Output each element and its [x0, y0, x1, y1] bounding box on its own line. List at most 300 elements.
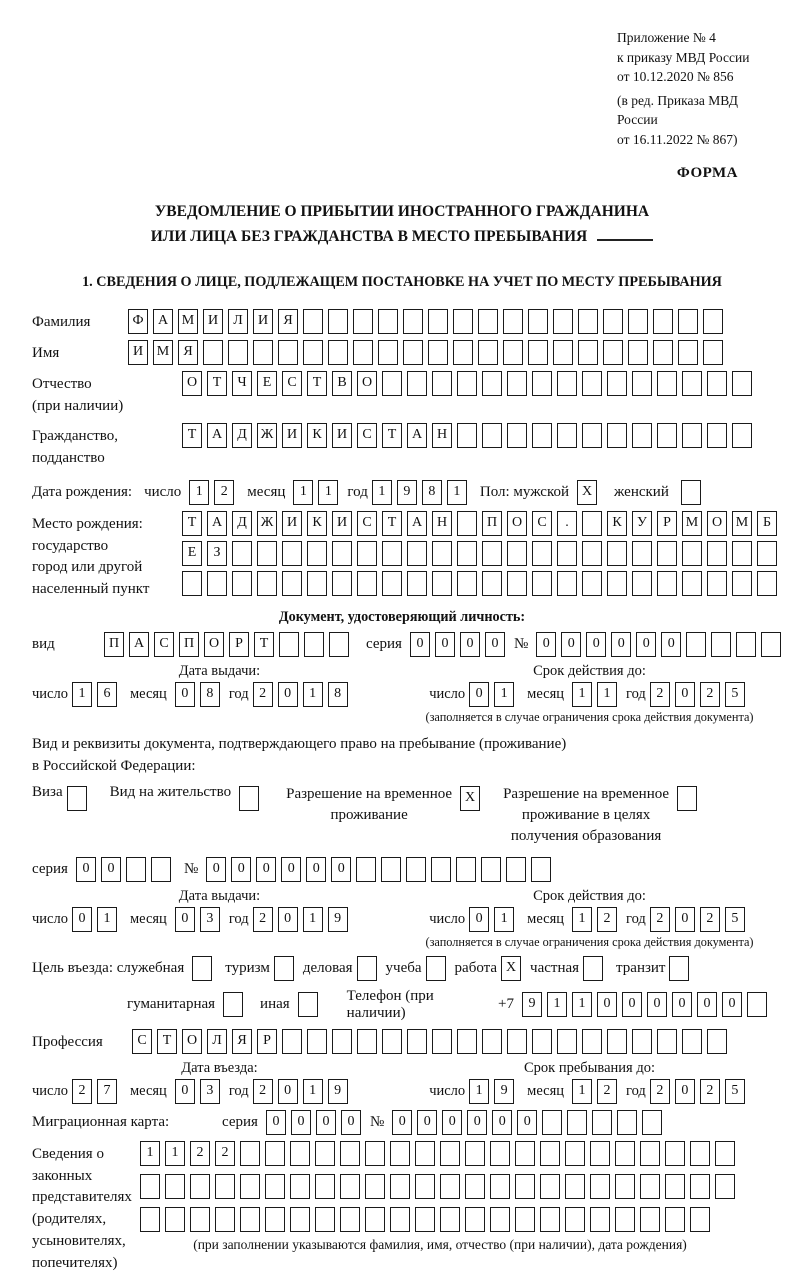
form-cell[interactable]: [582, 423, 602, 448]
form-cell[interactable]: [707, 571, 727, 596]
form-cell[interactable]: [182, 571, 202, 596]
form-cell[interactable]: [682, 371, 702, 396]
form-cell[interactable]: [457, 371, 477, 396]
form-cell[interactable]: [757, 541, 777, 566]
form-cell[interactable]: [478, 309, 498, 334]
form-cell[interactable]: [582, 571, 602, 596]
form-cell[interactable]: [732, 371, 752, 396]
form-cell[interactable]: [378, 340, 398, 365]
form-cell[interactable]: [757, 571, 777, 596]
form-cell[interactable]: О: [182, 1029, 202, 1054]
form-cell[interactable]: 2: [214, 480, 234, 505]
form-cell[interactable]: [707, 1029, 727, 1054]
form-cell[interactable]: [557, 571, 577, 596]
form-cell[interactable]: [207, 571, 227, 596]
form-cell[interactable]: [703, 309, 723, 334]
form-cell[interactable]: [240, 1141, 260, 1166]
form-cell[interactable]: 1: [303, 682, 323, 707]
form-cell[interactable]: [457, 511, 477, 536]
form-cell[interactable]: [228, 340, 248, 365]
form-cell[interactable]: [457, 541, 477, 566]
form-cell[interactable]: 1: [447, 480, 467, 505]
form-cell[interactable]: X: [577, 480, 597, 505]
form-cell[interactable]: И: [203, 309, 223, 334]
form-cell[interactable]: П: [104, 632, 124, 657]
form-cell[interactable]: [507, 423, 527, 448]
form-cell[interactable]: [482, 371, 502, 396]
form-cell[interactable]: [707, 371, 727, 396]
form-cell[interactable]: [457, 571, 477, 596]
form-cell[interactable]: 1: [303, 907, 323, 932]
form-cell[interactable]: [682, 423, 702, 448]
form-cell[interactable]: [357, 956, 377, 981]
form-cell[interactable]: 1: [293, 480, 313, 505]
form-cell[interactable]: 0: [672, 992, 692, 1017]
form-cell[interactable]: 2: [700, 682, 720, 707]
form-cell[interactable]: 1: [72, 682, 92, 707]
form-cell[interactable]: 2: [253, 682, 273, 707]
form-cell[interactable]: 1: [318, 480, 338, 505]
form-cell[interactable]: [329, 632, 349, 657]
form-cell[interactable]: [583, 956, 603, 981]
form-cell[interactable]: [315, 1207, 335, 1232]
form-cell[interactable]: [315, 1174, 335, 1199]
form-cell[interactable]: 0: [636, 632, 656, 657]
form-cell[interactable]: [540, 1174, 560, 1199]
form-cell[interactable]: К: [307, 423, 327, 448]
form-cell[interactable]: [382, 571, 402, 596]
form-cell[interactable]: [747, 992, 767, 1017]
form-cell[interactable]: 6: [97, 682, 117, 707]
form-cell[interactable]: [407, 571, 427, 596]
form-cell[interactable]: Р: [657, 511, 677, 536]
form-cell[interactable]: [682, 541, 702, 566]
form-cell[interactable]: А: [129, 632, 149, 657]
form-cell[interactable]: [232, 571, 252, 596]
form-cell[interactable]: Т: [157, 1029, 177, 1054]
form-cell[interactable]: [736, 632, 756, 657]
form-cell[interactable]: С: [132, 1029, 152, 1054]
form-cell[interactable]: М: [682, 511, 702, 536]
form-cell[interactable]: [390, 1141, 410, 1166]
form-cell[interactable]: [682, 1029, 702, 1054]
form-cell[interactable]: [426, 956, 446, 981]
form-cell[interactable]: [490, 1207, 510, 1232]
form-cell[interactable]: [282, 1029, 302, 1054]
form-cell[interactable]: А: [407, 423, 427, 448]
form-cell[interactable]: [431, 857, 451, 882]
form-cell[interactable]: 1: [494, 907, 514, 932]
form-cell[interactable]: [456, 857, 476, 882]
form-cell[interactable]: О: [357, 371, 377, 396]
form-cell[interactable]: [290, 1207, 310, 1232]
form-cell[interactable]: 2: [650, 1079, 670, 1104]
form-cell[interactable]: [282, 571, 302, 596]
form-cell[interactable]: 1: [597, 682, 617, 707]
form-cell[interactable]: [407, 541, 427, 566]
form-cell[interactable]: 0: [266, 1110, 286, 1135]
form-cell[interactable]: [415, 1141, 435, 1166]
form-cell[interactable]: [578, 309, 598, 334]
form-cell[interactable]: [240, 1174, 260, 1199]
form-cell[interactable]: [432, 371, 452, 396]
form-cell[interactable]: [407, 371, 427, 396]
form-cell[interactable]: 0: [469, 907, 489, 932]
form-cell[interactable]: [453, 340, 473, 365]
form-cell[interactable]: [482, 423, 502, 448]
form-cell[interactable]: [578, 340, 598, 365]
form-cell[interactable]: С: [282, 371, 302, 396]
form-cell[interactable]: И: [282, 423, 302, 448]
form-cell[interactable]: И: [332, 511, 352, 536]
form-cell[interactable]: 0: [675, 907, 695, 932]
form-cell[interactable]: [165, 1174, 185, 1199]
form-cell[interactable]: [365, 1174, 385, 1199]
form-cell[interactable]: [690, 1174, 710, 1199]
form-cell[interactable]: 0: [661, 632, 681, 657]
form-cell[interactable]: [707, 541, 727, 566]
form-cell[interactable]: X: [501, 956, 521, 981]
form-cell[interactable]: [298, 992, 318, 1017]
form-cell[interactable]: У: [632, 511, 652, 536]
form-cell[interactable]: 9: [328, 1079, 348, 1104]
form-cell[interactable]: А: [407, 511, 427, 536]
form-cell[interactable]: 0: [278, 682, 298, 707]
form-cell[interactable]: Д: [232, 511, 252, 536]
form-cell[interactable]: [390, 1174, 410, 1199]
form-cell[interactable]: [565, 1141, 585, 1166]
form-cell[interactable]: [282, 541, 302, 566]
form-cell[interactable]: [140, 1207, 160, 1232]
form-cell[interactable]: 7: [97, 1079, 117, 1104]
form-cell[interactable]: 2: [597, 1079, 617, 1104]
form-cell[interactable]: [365, 1207, 385, 1232]
form-cell[interactable]: [390, 1207, 410, 1232]
form-cell[interactable]: С: [154, 632, 174, 657]
form-cell[interactable]: [478, 340, 498, 365]
form-cell[interactable]: [315, 1141, 335, 1166]
form-cell[interactable]: [640, 1207, 660, 1232]
form-cell[interactable]: О: [204, 632, 224, 657]
form-cell[interactable]: Я: [178, 340, 198, 365]
form-cell[interactable]: С: [357, 511, 377, 536]
form-cell[interactable]: 1: [572, 907, 592, 932]
form-cell[interactable]: 1: [547, 992, 567, 1017]
form-cell[interactable]: [732, 541, 752, 566]
form-cell[interactable]: [482, 541, 502, 566]
form-cell[interactable]: [165, 1207, 185, 1232]
form-cell[interactable]: [653, 309, 673, 334]
form-cell[interactable]: [607, 571, 627, 596]
form-cell[interactable]: М: [732, 511, 752, 536]
form-cell[interactable]: 9: [522, 992, 542, 1017]
form-cell[interactable]: [432, 1029, 452, 1054]
form-cell[interactable]: [440, 1141, 460, 1166]
form-cell[interactable]: [703, 340, 723, 365]
form-cell[interactable]: Т: [382, 511, 402, 536]
form-cell[interactable]: Б: [757, 511, 777, 536]
form-cell[interactable]: [657, 1029, 677, 1054]
form-cell[interactable]: [582, 541, 602, 566]
form-cell[interactable]: [465, 1174, 485, 1199]
form-cell[interactable]: [403, 340, 423, 365]
form-cell[interactable]: [265, 1174, 285, 1199]
form-cell[interactable]: [540, 1207, 560, 1232]
form-cell[interactable]: 0: [278, 1079, 298, 1104]
form-cell[interactable]: [239, 786, 259, 811]
form-cell[interactable]: [151, 857, 171, 882]
form-cell[interactable]: [542, 1110, 562, 1135]
form-cell[interactable]: [690, 1207, 710, 1232]
form-cell[interactable]: [711, 632, 731, 657]
form-cell[interactable]: К: [607, 511, 627, 536]
form-cell[interactable]: [603, 340, 623, 365]
form-cell[interactable]: [657, 541, 677, 566]
form-cell[interactable]: [406, 857, 426, 882]
form-cell[interactable]: 0: [331, 857, 351, 882]
form-cell[interactable]: Р: [229, 632, 249, 657]
form-cell[interactable]: Д: [232, 423, 252, 448]
form-cell[interactable]: 0: [622, 992, 642, 1017]
form-cell[interactable]: [407, 1029, 427, 1054]
form-cell[interactable]: 0: [206, 857, 226, 882]
form-cell[interactable]: С: [532, 511, 552, 536]
form-cell[interactable]: [607, 541, 627, 566]
form-cell[interactable]: 0: [72, 907, 92, 932]
form-cell[interactable]: [332, 571, 352, 596]
form-cell[interactable]: [632, 371, 652, 396]
form-cell[interactable]: [528, 340, 548, 365]
form-cell[interactable]: [532, 541, 552, 566]
form-cell[interactable]: [290, 1174, 310, 1199]
form-cell[interactable]: [732, 423, 752, 448]
form-cell[interactable]: [382, 1029, 402, 1054]
form-cell[interactable]: 0: [417, 1110, 437, 1135]
form-cell[interactable]: 0: [316, 1110, 336, 1135]
form-cell[interactable]: [732, 571, 752, 596]
form-cell[interactable]: 0: [536, 632, 556, 657]
form-cell[interactable]: [640, 1174, 660, 1199]
form-cell[interactable]: [215, 1174, 235, 1199]
form-cell[interactable]: 5: [725, 682, 745, 707]
form-cell[interactable]: [590, 1207, 610, 1232]
form-cell[interactable]: [440, 1207, 460, 1232]
form-cell[interactable]: 1: [372, 480, 392, 505]
form-cell[interactable]: 2: [190, 1141, 210, 1166]
form-cell[interactable]: [681, 480, 701, 505]
form-cell[interactable]: 5: [725, 907, 745, 932]
form-cell[interactable]: [665, 1207, 685, 1232]
form-cell[interactable]: [67, 786, 87, 811]
form-cell[interactable]: [428, 340, 448, 365]
form-cell[interactable]: [515, 1174, 535, 1199]
form-cell[interactable]: [481, 857, 501, 882]
form-cell[interactable]: 0: [101, 857, 121, 882]
form-cell[interactable]: [582, 511, 602, 536]
form-cell[interactable]: [628, 340, 648, 365]
form-cell[interactable]: [307, 541, 327, 566]
form-cell[interactable]: [457, 423, 477, 448]
form-cell[interactable]: [215, 1207, 235, 1232]
form-cell[interactable]: 0: [460, 632, 480, 657]
form-cell[interactable]: [628, 309, 648, 334]
form-cell[interactable]: [507, 371, 527, 396]
form-cell[interactable]: 2: [650, 682, 670, 707]
form-cell[interactable]: [415, 1207, 435, 1232]
form-cell[interactable]: [332, 541, 352, 566]
form-cell[interactable]: [453, 309, 473, 334]
form-cell[interactable]: [190, 1207, 210, 1232]
form-cell[interactable]: X: [460, 786, 480, 811]
form-cell[interactable]: 0: [722, 992, 742, 1017]
form-cell[interactable]: [403, 309, 423, 334]
form-cell[interactable]: 1: [469, 1079, 489, 1104]
form-cell[interactable]: [192, 956, 212, 981]
form-cell[interactable]: [677, 786, 697, 811]
form-cell[interactable]: Ф: [128, 309, 148, 334]
form-cell[interactable]: Н: [432, 511, 452, 536]
form-cell[interactable]: [690, 1141, 710, 1166]
form-cell[interactable]: [715, 1174, 735, 1199]
form-cell[interactable]: [381, 857, 401, 882]
form-cell[interactable]: [565, 1174, 585, 1199]
form-cell[interactable]: 2: [650, 907, 670, 932]
form-cell[interactable]: А: [207, 511, 227, 536]
form-cell[interactable]: 8: [328, 682, 348, 707]
form-cell[interactable]: 0: [611, 632, 631, 657]
form-cell[interactable]: [557, 541, 577, 566]
form-cell[interactable]: [356, 857, 376, 882]
form-cell[interactable]: [332, 1029, 352, 1054]
form-cell[interactable]: [682, 571, 702, 596]
form-cell[interactable]: [432, 541, 452, 566]
form-cell[interactable]: 0: [256, 857, 276, 882]
form-cell[interactable]: [531, 857, 551, 882]
form-cell[interactable]: Ж: [257, 423, 277, 448]
form-cell[interactable]: [340, 1207, 360, 1232]
form-cell[interactable]: [532, 423, 552, 448]
form-cell[interactable]: 0: [231, 857, 251, 882]
form-cell[interactable]: 0: [697, 992, 717, 1017]
form-cell[interactable]: 8: [422, 480, 442, 505]
form-cell[interactable]: [607, 371, 627, 396]
form-cell[interactable]: 1: [303, 1079, 323, 1104]
form-cell[interactable]: С: [357, 423, 377, 448]
form-cell[interactable]: [303, 340, 323, 365]
form-cell[interactable]: П: [179, 632, 199, 657]
form-cell[interactable]: 2: [253, 907, 273, 932]
form-cell[interactable]: [617, 1110, 637, 1135]
form-cell[interactable]: Н: [432, 423, 452, 448]
form-cell[interactable]: [357, 541, 377, 566]
form-cell[interactable]: [657, 423, 677, 448]
form-cell[interactable]: [515, 1141, 535, 1166]
form-cell[interactable]: [669, 956, 689, 981]
form-cell[interactable]: Ж: [257, 511, 277, 536]
form-cell[interactable]: [607, 423, 627, 448]
form-cell[interactable]: [565, 1207, 585, 1232]
form-cell[interactable]: [678, 309, 698, 334]
form-cell[interactable]: [415, 1174, 435, 1199]
form-cell[interactable]: [265, 1141, 285, 1166]
form-cell[interactable]: [278, 340, 298, 365]
form-cell[interactable]: 0: [291, 1110, 311, 1135]
form-cell[interactable]: [253, 340, 273, 365]
form-cell[interactable]: П: [482, 511, 502, 536]
form-cell[interactable]: [615, 1141, 635, 1166]
form-cell[interactable]: [553, 309, 573, 334]
form-cell[interactable]: 1: [572, 682, 592, 707]
form-cell[interactable]: [490, 1141, 510, 1166]
form-cell[interactable]: Т: [207, 371, 227, 396]
form-cell[interactable]: 1: [189, 480, 209, 505]
form-cell[interactable]: 1: [140, 1141, 160, 1166]
form-cell[interactable]: [640, 1141, 660, 1166]
form-cell[interactable]: 0: [647, 992, 667, 1017]
form-cell[interactable]: [557, 1029, 577, 1054]
form-cell[interactable]: [657, 371, 677, 396]
form-cell[interactable]: [357, 571, 377, 596]
form-cell[interactable]: [274, 956, 294, 981]
form-cell[interactable]: 0: [175, 907, 195, 932]
form-cell[interactable]: 0: [586, 632, 606, 657]
form-cell[interactable]: [528, 309, 548, 334]
form-cell[interactable]: [257, 541, 277, 566]
form-cell[interactable]: [678, 340, 698, 365]
form-cell[interactable]: [482, 571, 502, 596]
form-cell[interactable]: З: [207, 541, 227, 566]
form-cell[interactable]: [590, 1141, 610, 1166]
form-cell[interactable]: [642, 1110, 662, 1135]
form-cell[interactable]: 1: [97, 907, 117, 932]
form-cell[interactable]: О: [707, 511, 727, 536]
form-cell[interactable]: Л: [207, 1029, 227, 1054]
form-cell[interactable]: [507, 541, 527, 566]
form-cell[interactable]: [307, 571, 327, 596]
form-cell[interactable]: [328, 309, 348, 334]
form-cell[interactable]: [557, 371, 577, 396]
form-cell[interactable]: [532, 571, 552, 596]
form-cell[interactable]: [632, 541, 652, 566]
form-cell[interactable]: [432, 571, 452, 596]
form-cell[interactable]: [615, 1207, 635, 1232]
form-cell[interactable]: 0: [467, 1110, 487, 1135]
form-cell[interactable]: [190, 1174, 210, 1199]
form-cell[interactable]: Т: [382, 423, 402, 448]
form-cell[interactable]: 9: [494, 1079, 514, 1104]
form-cell[interactable]: Т: [254, 632, 274, 657]
form-cell[interactable]: [482, 1029, 502, 1054]
form-cell[interactable]: [507, 1029, 527, 1054]
form-cell[interactable]: [290, 1141, 310, 1166]
form-cell[interactable]: [465, 1207, 485, 1232]
form-cell[interactable]: [503, 340, 523, 365]
form-cell[interactable]: [603, 309, 623, 334]
form-cell[interactable]: [203, 340, 223, 365]
form-cell[interactable]: [632, 571, 652, 596]
form-cell[interactable]: [303, 309, 323, 334]
form-cell[interactable]: [240, 1207, 260, 1232]
form-cell[interactable]: [357, 1029, 377, 1054]
form-cell[interactable]: [382, 371, 402, 396]
form-cell[interactable]: [457, 1029, 477, 1054]
form-cell[interactable]: [232, 541, 252, 566]
form-cell[interactable]: [715, 1141, 735, 1166]
form-cell[interactable]: [507, 571, 527, 596]
form-cell[interactable]: И: [128, 340, 148, 365]
form-cell[interactable]: [126, 857, 146, 882]
form-cell[interactable]: 0: [435, 632, 455, 657]
